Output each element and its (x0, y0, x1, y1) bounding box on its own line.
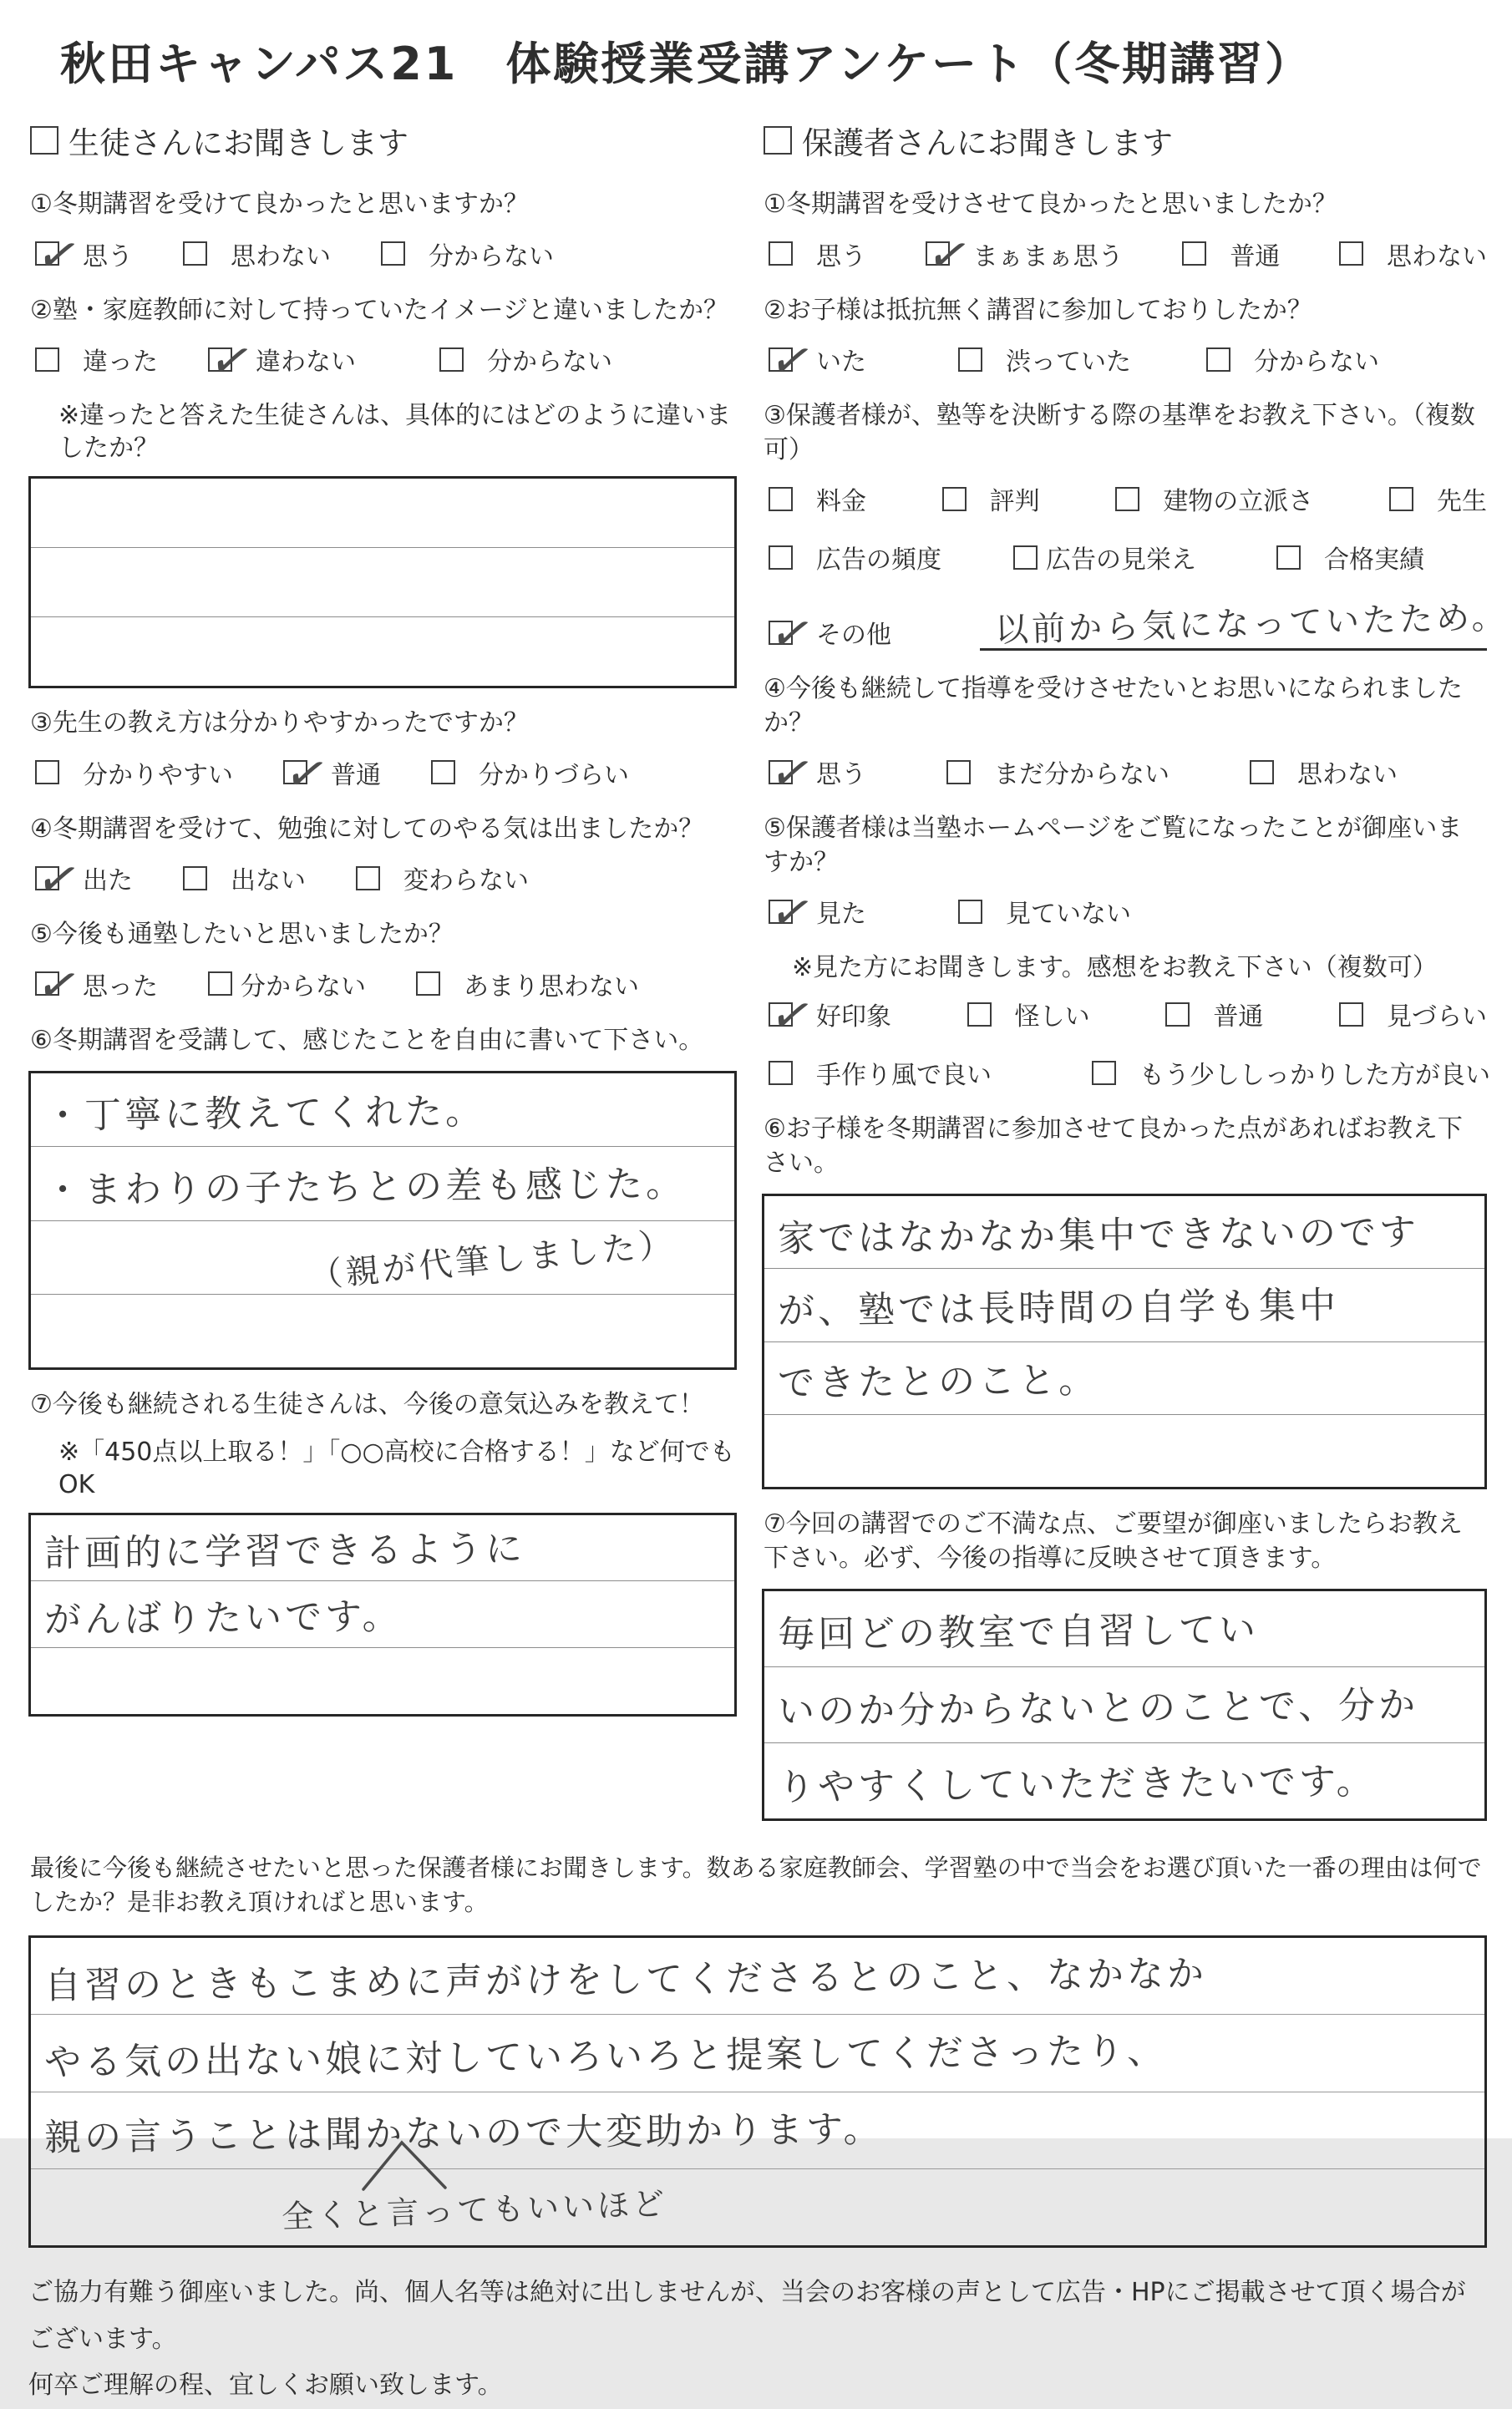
answer-line[interactable] (31, 548, 734, 617)
question-note: ※「450点以上取る！」「○○高校に合格する！」など何でもOK (58, 1437, 735, 1499)
answer-line[interactable] (764, 1196, 1484, 1269)
option-label: 違った (83, 347, 158, 377)
survey-option[interactable] (416, 966, 639, 1002)
option-label: 評判 (989, 487, 1040, 516)
option-label: 出た (83, 866, 133, 895)
survey-option[interactable] (35, 860, 133, 896)
handwritten-text: がんばりたいです。 (43, 1595, 403, 1641)
check-icon (767, 751, 818, 797)
section-title: 保護者さんにお聞きします (802, 125, 1173, 161)
question-text: ⑥お子様を冬期講習に参加させて良かった点があればお教え下さい。 (764, 1114, 1463, 1178)
section-checkbox[interactable] (30, 126, 58, 155)
checkbox[interactable] (769, 347, 793, 372)
student-q5-options (35, 966, 737, 1002)
checkbox[interactable] (35, 866, 59, 890)
question-text: ④今後も継続して指導を受けさせたいとお思いになられましたか？ (764, 674, 1463, 738)
survey-option[interactable] (967, 996, 1090, 1032)
option-label: 変わらない (403, 866, 529, 895)
check-icon (206, 338, 257, 384)
answer-line[interactable] (31, 1938, 1484, 2015)
survey-option[interactable] (1182, 236, 1280, 272)
option-label: 普通 (331, 760, 381, 790)
option-label: 渋っていた (1006, 347, 1131, 377)
survey-option[interactable] (183, 236, 331, 272)
option-label: まぁまぁ思う (972, 241, 1124, 271)
option-label: 思った (83, 971, 158, 1002)
checkbox[interactable] (769, 1002, 793, 1027)
checkbox[interactable] (769, 621, 793, 645)
survey-option[interactable] (208, 966, 366, 1002)
check-icon (33, 857, 84, 903)
student-q2-options (35, 341, 737, 378)
checkbox[interactable] (416, 971, 440, 996)
option-label: もう少ししっかりした方が良い (1139, 1061, 1490, 1090)
check-icon (767, 611, 818, 657)
checkbox[interactable] (35, 241, 59, 266)
section-title: 生徒さんにお聞きします (68, 125, 408, 161)
answer-line[interactable] (31, 479, 734, 548)
question-text: ①冬期講習を受けて良かったと思いますか？ (30, 190, 529, 219)
check-icon (767, 993, 818, 1039)
checkbox[interactable] (1276, 545, 1301, 570)
survey-option[interactable] (958, 341, 1131, 378)
option-label: 広告の頻度 (816, 545, 941, 575)
handwritten-text: 家ではなかなか集中できないのです (777, 1211, 1420, 1261)
footer-line: ご協力有難う御座いました。尚、個人名等は絶対に出しませんが、当会のお客様の声として広告・HPにご掲載させて頂く場合がございます。 (28, 2278, 1466, 2354)
answer-line[interactable] (764, 1269, 1484, 1341)
survey-option[interactable] (381, 236, 554, 272)
option-label: 先生 (1436, 487, 1487, 516)
option-label: 手作り風で良い (816, 1061, 992, 1090)
option-label: 見づらい (1386, 1002, 1487, 1032)
handwritten-text: 親の言うことは聞かないので大変助かります。 (43, 2107, 884, 2160)
answer-line[interactable] (31, 2169, 1484, 2245)
checkbox[interactable] (958, 900, 982, 924)
option-label: 広告の見栄え (1046, 545, 1196, 575)
check-icon (33, 232, 84, 278)
parent-q4-options (769, 753, 1487, 790)
answer-line[interactable] (31, 2092, 1484, 2169)
answer-line[interactable] (31, 2015, 1484, 2092)
checkbox[interactable] (958, 347, 982, 372)
option-label: 分かりやすい (83, 760, 233, 790)
answer-line[interactable] (764, 1342, 1484, 1415)
option-label: 思う (816, 241, 866, 271)
question-text: ①冬期講習を受けさせて良かったと思いましたか？ (764, 190, 1337, 219)
checkbox[interactable] (1115, 487, 1139, 511)
handwritten-text: 自習のときもこまめに声がけをしてくださるとのこと、なかなか (43, 1952, 1208, 2008)
checkbox[interactable] (769, 900, 793, 924)
checkbox[interactable] (946, 760, 971, 784)
option-label: 分からない (487, 347, 612, 377)
footer-text (28, 2270, 1487, 2409)
survey-option[interactable] (1092, 1054, 1490, 1091)
survey-option[interactable] (1165, 996, 1263, 1032)
option-label: まだ分からない (994, 760, 1170, 789)
checkbox[interactable] (35, 347, 59, 372)
option-label: 好印象 (816, 1002, 891, 1032)
option-label: 料金 (816, 487, 866, 516)
handwritten-text: 毎回どの教室で自習してい (777, 1608, 1260, 1656)
survey-option[interactable] (769, 1054, 992, 1091)
survey-option[interactable] (1250, 753, 1398, 790)
checkbox[interactable] (183, 866, 207, 890)
parent-section (762, 118, 1509, 1839)
option-label: 分からない (429, 241, 554, 271)
survey-option-other[interactable] (769, 614, 891, 651)
survey-option[interactable] (1115, 480, 1313, 517)
student-q2-answer-box[interactable] (28, 476, 737, 688)
checkbox[interactable] (769, 545, 793, 570)
question-text: ②塾・家庭教師に対して持っていたイメージと違いましたか？ (30, 295, 728, 325)
survey-option[interactable] (958, 893, 1131, 930)
survey-option[interactable] (283, 754, 381, 791)
survey-option[interactable] (769, 996, 891, 1032)
other-answer-field[interactable] (980, 597, 1509, 651)
parent-q2-options (769, 341, 1487, 378)
survey-option[interactable] (183, 860, 306, 896)
survey-option[interactable] (208, 341, 356, 378)
handwritten-text: いのか分からないとのことで、分か (777, 1683, 1419, 1733)
checkbox[interactable] (1165, 1002, 1190, 1027)
answer-line[interactable] (31, 1581, 734, 1648)
answer-line[interactable] (31, 1147, 734, 1220)
survey-option[interactable] (1339, 236, 1487, 272)
parent-q7-answer-box[interactable] (762, 1589, 1487, 1821)
parent-q3-other-row (769, 597, 1509, 651)
check-icon (924, 232, 975, 278)
checkbox[interactable] (1339, 241, 1363, 266)
handwritten-text: 計画的に学習できるように (43, 1527, 526, 1575)
option-label: 分からない (1254, 347, 1379, 377)
columns (28, 118, 1509, 1839)
parent-q6-answer-box[interactable] (762, 1194, 1487, 1489)
answer-line[interactable] (31, 1221, 734, 1295)
check-icon (33, 962, 84, 1008)
section-checkbox[interactable] (764, 126, 792, 155)
checkbox[interactable] (35, 760, 59, 784)
student-q4-options (35, 860, 737, 896)
student-q3-options (35, 754, 737, 791)
option-label: 分からない (241, 971, 366, 1002)
option-label: 見た (816, 900, 866, 929)
option-label: 怪しい (1014, 1002, 1090, 1032)
question-text: ④冬期講習を受けて、勉強に対してのやる気は出ましたか？ (30, 814, 704, 844)
survey-option[interactable] (769, 341, 866, 378)
answer-line[interactable] (31, 1515, 734, 1582)
student-q1-options (35, 236, 737, 272)
final-question-text: 最後に今後も継続させたいと思った保護者様にお聞きします。数ある家庭教師会、学習塾の中で当会をお選び頂いた一番の理由は何でしたか？是非お教え頂ければと思います。 (30, 1854, 1482, 1916)
parent-q1-options (769, 236, 1487, 272)
handwritten-text: ・丁寧に教えてくれた。 (43, 1089, 486, 1138)
checkbox[interactable] (769, 487, 793, 511)
student-q6-answer-box[interactable] (28, 1071, 737, 1370)
question-note: ※違ったと答えた生徒さんは、具体的にはどのように違いましたか？ (58, 401, 732, 463)
checkbox[interactable] (967, 1002, 992, 1027)
question-text: ②お子様は抵抗無く講習に参加しておりしたか？ (764, 295, 1312, 325)
checkbox[interactable] (942, 487, 967, 511)
survey-option[interactable] (926, 236, 1124, 272)
checkbox[interactable] (769, 1061, 793, 1085)
question-text: ⑥冬期講習を受講して、感じたことを自由に書いて下さい。 (30, 1025, 704, 1055)
handwritten-note: （親が代筆しました） (307, 1225, 677, 1296)
question-text: ③保護者様が、塾等を決断する際の基準をお教え下さい。（複数可） (764, 401, 1475, 464)
handwritten-text: りやすくしていただきたいです。 (777, 1760, 1377, 1809)
final-answer-box[interactable] (28, 1935, 1487, 2248)
checkbox[interactable] (381, 241, 405, 266)
check-icon (282, 751, 332, 797)
survey-option[interactable] (1013, 539, 1196, 576)
survey-option[interactable] (942, 480, 1040, 517)
checkbox[interactable] (283, 760, 307, 784)
option-label: その他 (816, 621, 891, 650)
checkbox[interactable] (431, 760, 455, 784)
parent-q5-options (769, 893, 1487, 930)
checkbox[interactable] (769, 760, 793, 784)
checkbox[interactable] (1339, 1002, 1363, 1027)
checkbox[interactable] (1389, 487, 1413, 511)
checkbox[interactable] (1092, 1061, 1116, 1085)
student-q7-answer-box[interactable] (28, 1513, 737, 1717)
survey-option[interactable] (35, 236, 133, 272)
answer-line[interactable] (764, 1591, 1484, 1667)
option-label: 合格実績 (1324, 545, 1424, 575)
checkbox[interactable] (208, 347, 232, 372)
option-label: 違わない (256, 347, 356, 377)
option-label: 見ていない (1006, 900, 1131, 929)
checkbox[interactable] (439, 347, 464, 372)
footer-line: 何卒ご理解の程、宜しくお願い致します。 (28, 2371, 503, 2401)
checkbox[interactable] (1250, 760, 1274, 784)
survey-option[interactable] (35, 966, 158, 1002)
handwritten-annotation: 全くと言ってもいいほど (281, 2185, 668, 2236)
survey-option[interactable] (35, 754, 233, 791)
option-label: 出ない (231, 866, 306, 895)
option-label: 分かりづらい (479, 760, 629, 790)
answer-line[interactable] (31, 1648, 734, 1714)
parent-q3-options-row2 (769, 539, 1487, 576)
option-label: 思わない (1297, 760, 1398, 789)
question-text: ⑦今回の講習でのご不満な点、ご要望が御座いましたらお教え下さい。必ず、今後の指導に反映させて頂きます。 (764, 1509, 1463, 1573)
option-label: 普通 (1230, 241, 1281, 271)
survey-option[interactable] (769, 236, 866, 272)
checkbox[interactable] (1206, 347, 1230, 372)
parent-q5-sub-row1 (769, 996, 1487, 1032)
handwritten-text: ・まわりの子たちとの差も感じた。 (43, 1162, 687, 1212)
checkbox[interactable] (183, 241, 207, 266)
answer-line[interactable] (764, 1667, 1484, 1743)
question-text: ⑤今後も通塾したいと思いましたか？ (30, 920, 454, 949)
option-label: あまり思わない (464, 971, 639, 1002)
survey-option[interactable] (1389, 480, 1487, 517)
survey-option[interactable] (1206, 341, 1379, 378)
survey-option[interactable] (1339, 996, 1487, 1032)
checkbox[interactable] (1013, 545, 1038, 570)
checkbox[interactable] (208, 971, 232, 996)
survey-option[interactable] (431, 754, 629, 791)
student-section-header (30, 118, 737, 163)
question-text: ⑦今後も継続される生徒さんは、今後の意気込みを教えて！ (30, 1390, 704, 1419)
checkbox[interactable] (35, 971, 59, 996)
survey-option[interactable] (946, 753, 1170, 790)
survey-option[interactable] (1276, 539, 1424, 576)
option-label: 建物の立派さ (1163, 487, 1314, 516)
option-label: 普通 (1213, 1002, 1264, 1032)
check-icon (767, 890, 818, 936)
option-label: いた (816, 347, 866, 377)
question-text: ⑤保護者様は当塾ホームページをご覧になったことが御座いますか？ (764, 814, 1463, 877)
survey-option[interactable] (356, 860, 529, 896)
question-note: ※見た方にお聞きします。感想をお教え下さい（複数可） (792, 953, 1438, 982)
check-icon (767, 338, 818, 384)
handwritten-text: 以前から気になっていたため。 (994, 597, 1509, 651)
option-label: 思わない (231, 241, 331, 271)
parent-q5-sub-row2 (769, 1054, 1490, 1091)
handwritten-text: が、塾では長時間の自学も集中 (777, 1284, 1340, 1333)
parent-q3-options-row1 (769, 480, 1487, 517)
checkbox[interactable] (926, 241, 950, 266)
question-text: ③先生の教え方は分かりやすかったですか？ (30, 708, 529, 738)
survey-option[interactable] (769, 480, 866, 517)
handwritten-text: やる気の出ない娘に対していろいろと提案してくださったり、 (43, 2029, 1168, 2085)
answer-line[interactable] (31, 1295, 734, 1367)
answer-line[interactable] (764, 1743, 1484, 1818)
option-label: 思う (83, 241, 133, 271)
option-label: 思わない (1386, 241, 1487, 271)
answer-line[interactable] (31, 1073, 734, 1147)
parent-section-header (764, 118, 1487, 163)
checkbox[interactable] (769, 241, 793, 266)
checkbox[interactable] (1182, 241, 1206, 266)
page-title: 秋田キャンパス21 体験授業受講アンケート（冬期講習） (60, 38, 1313, 90)
survey-option[interactable] (439, 341, 612, 378)
answer-line[interactable] (31, 617, 734, 686)
answer-line[interactable] (764, 1415, 1484, 1487)
survey-option[interactable] (35, 341, 158, 378)
survey-option[interactable] (769, 893, 866, 930)
checkbox[interactable] (356, 866, 380, 890)
handwritten-text: できたとのこと。 (777, 1358, 1099, 1405)
option-label: 思う (816, 760, 866, 789)
survey-option[interactable] (769, 539, 941, 576)
student-section (28, 118, 737, 1839)
survey-option[interactable] (769, 753, 866, 790)
